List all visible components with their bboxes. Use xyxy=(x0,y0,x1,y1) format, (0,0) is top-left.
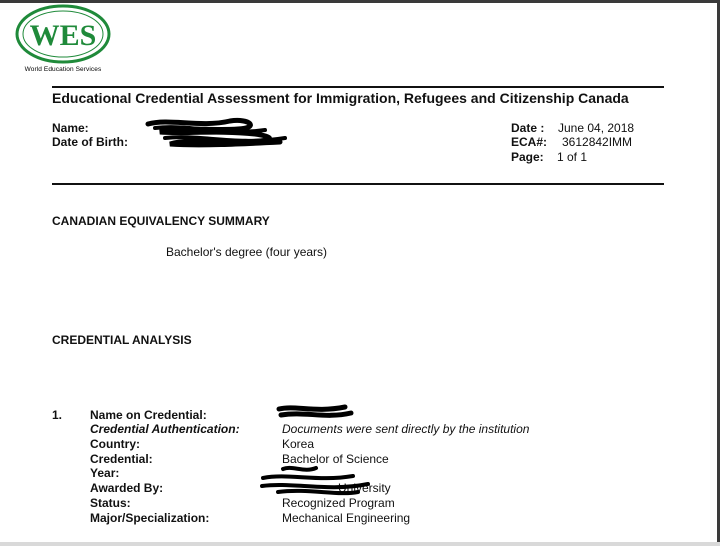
credential-auth-label: Credential Authentication: xyxy=(90,422,240,436)
country-value: Korea xyxy=(282,437,315,451)
header-bottom-rule xyxy=(52,183,664,185)
logo-subtitle: World Education Services xyxy=(24,66,102,73)
country-label: Country: xyxy=(90,437,140,451)
document-title: Educational Credential Assessment for Immigration, Refugees and Citizenship Canada xyxy=(52,90,629,106)
major-label: Major/Specialization: xyxy=(90,511,210,525)
window-bottom-border xyxy=(0,542,720,546)
page-label: Page: xyxy=(511,150,544,164)
dob-label: Date of Birth: xyxy=(52,135,128,149)
item-number: 1. xyxy=(52,408,63,422)
wes-logo-emblem xyxy=(14,3,112,65)
credential-value: Bachelor of Science xyxy=(282,452,389,466)
logo-text: WES xyxy=(29,19,97,52)
redacted-name-dob xyxy=(140,116,290,150)
awarded-by-value: University xyxy=(338,481,391,495)
page-value: 1 of 1 xyxy=(557,150,588,164)
eca-value: 3612842IMM xyxy=(562,135,633,149)
year-label: Year: xyxy=(90,466,120,480)
redacted-credential-name xyxy=(275,403,355,421)
header-top-rule xyxy=(52,86,664,88)
redacted-institution xyxy=(258,470,373,498)
eca-label: ECA#: xyxy=(511,135,548,149)
date-value: June 04, 2018 xyxy=(558,121,635,135)
name-label: Name: xyxy=(52,121,89,135)
date-label: Date : xyxy=(511,121,545,135)
status-value: Recognized Program xyxy=(282,496,395,510)
wes-logo xyxy=(14,3,112,75)
analysis-heading: CREDENTIAL ANALYSIS xyxy=(52,333,192,347)
credential-label: Credential: xyxy=(90,452,153,466)
status-label: Status: xyxy=(90,496,131,510)
awarded-by-label: Awarded By: xyxy=(90,481,164,495)
credential-auth-value: Documents were sent directly by the institution xyxy=(282,422,530,436)
summary-value: Bachelor's degree (four years) xyxy=(166,245,328,259)
name-on-credential-label: Name on Credential: xyxy=(90,408,207,422)
major-value: Mechanical Engineering xyxy=(282,511,411,525)
summary-heading: CANADIAN EQUIVALENCY SUMMARY xyxy=(52,214,270,228)
